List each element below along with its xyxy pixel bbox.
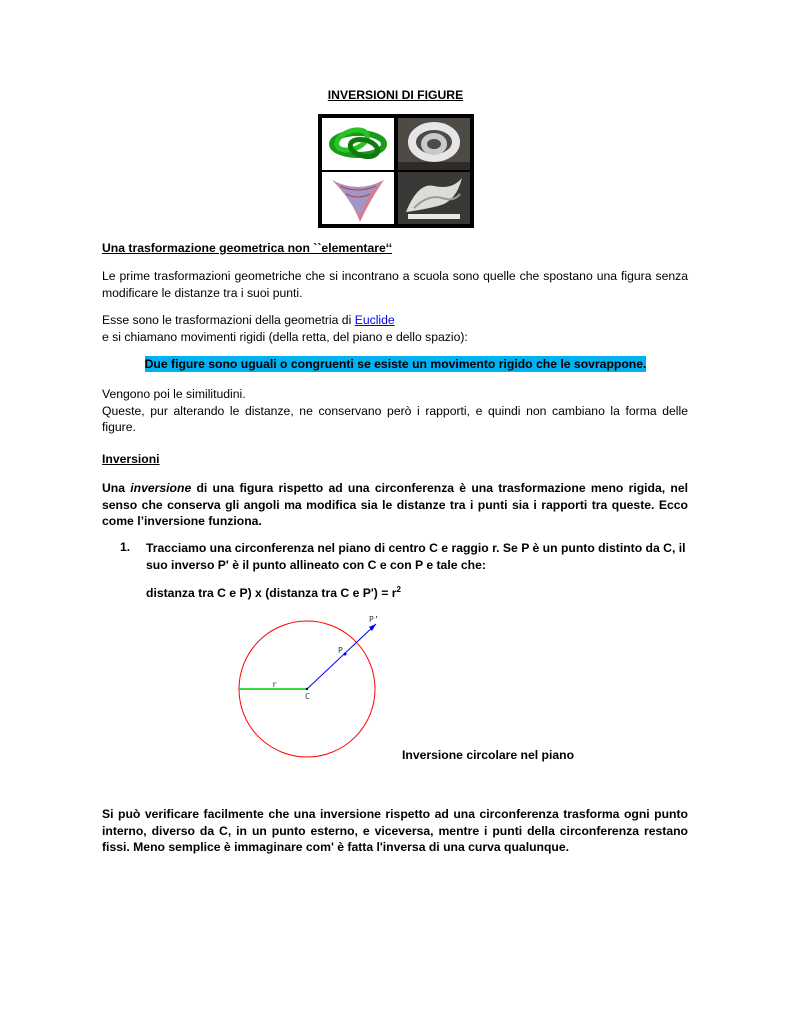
highlight-text: Due figure sono uguali o congruenti se esiste un movimento rigido che le sovrappone. <box>144 357 647 371</box>
highlighted-statement <box>0 357 791 371</box>
point-p-marker <box>344 653 347 656</box>
paragraph-text: Vengono poi le similitudini. <box>102 387 246 401</box>
inversion-diagram <box>228 610 400 760</box>
paragraph: Le prime trasformazioni geometriche che si incontrano a scuola sono quelle che spostano una figura senza modificare le distanze tra i suoi punti. <box>102 269 688 300</box>
green-knot-image <box>322 118 394 170</box>
list-number: 1. <box>120 540 131 554</box>
euclide-link[interactable]: Euclide <box>354 313 395 327</box>
paragraph <box>102 312 688 345</box>
page-title: INVERSIONI DI FIGURE <box>327 88 464 102</box>
label-c: C <box>305 692 310 701</box>
label-r: r <box>272 680 277 689</box>
formula <box>146 585 401 600</box>
list-item: Tracciamo una circonferenza nel piano di centro C e raggio r. Se P è un punto distinto da C, il suo inverso P' è il punto allineato con C e con P e tale che: <box>146 541 686 572</box>
paragraph-text: Queste, pur alterando le distanze, ne conservano però i rapporti, e quindi non cambiano la forma delle figure. <box>102 403 688 434</box>
formula-exponent: 2 <box>396 585 401 594</box>
white-knot-sculpture-image <box>398 118 470 170</box>
emphasis-text: inversione <box>130 481 192 495</box>
section-heading: Inversioni <box>102 452 160 466</box>
paragraph-text: Esse sono le trasformazioni della geometria di <box>102 313 355 327</box>
point-c-marker <box>306 688 308 690</box>
paragraph-text: e si chiamano movimenti rigidi (della retta, del piano e dello spazio): <box>102 329 468 344</box>
formula-text: distanza tra C e P) x (distanza tra C e P') = r <box>146 586 397 601</box>
paragraph: Si può verificare facilmente che una inversione rispetto ad una circonferenza trasforma ogni punto interno, diverso da C, in un punto esterno, e viceversa, mentre i punti della circonferenza restano fissi. Meno semplice è immaginare com' è fatta l'inversa di una curva qualunque. <box>102 807 688 854</box>
pink-surface-image <box>322 172 394 224</box>
label-p-prime: P’ <box>369 615 379 624</box>
figure-caption: Inversione circolare nel piano <box>402 748 575 762</box>
label-p: P <box>338 646 343 655</box>
paragraph <box>102 480 688 530</box>
figure-collage <box>318 114 474 228</box>
section-heading: Una trasformazione geometrica non ``elementare‘‘ <box>102 241 393 255</box>
paragraph-text: di una figura rispetto ad una circonferenza è una trasformazione meno rigida, nel senso che conserva gli angoli ma modifica sia le distanze tra i punti sia i rapporti tra queste. Ecco come l’inversione funziona. <box>102 481 688 528</box>
white-sculpture-image <box>398 172 470 224</box>
paragraph <box>102 386 688 436</box>
paragraph-text: Una <box>102 481 131 495</box>
